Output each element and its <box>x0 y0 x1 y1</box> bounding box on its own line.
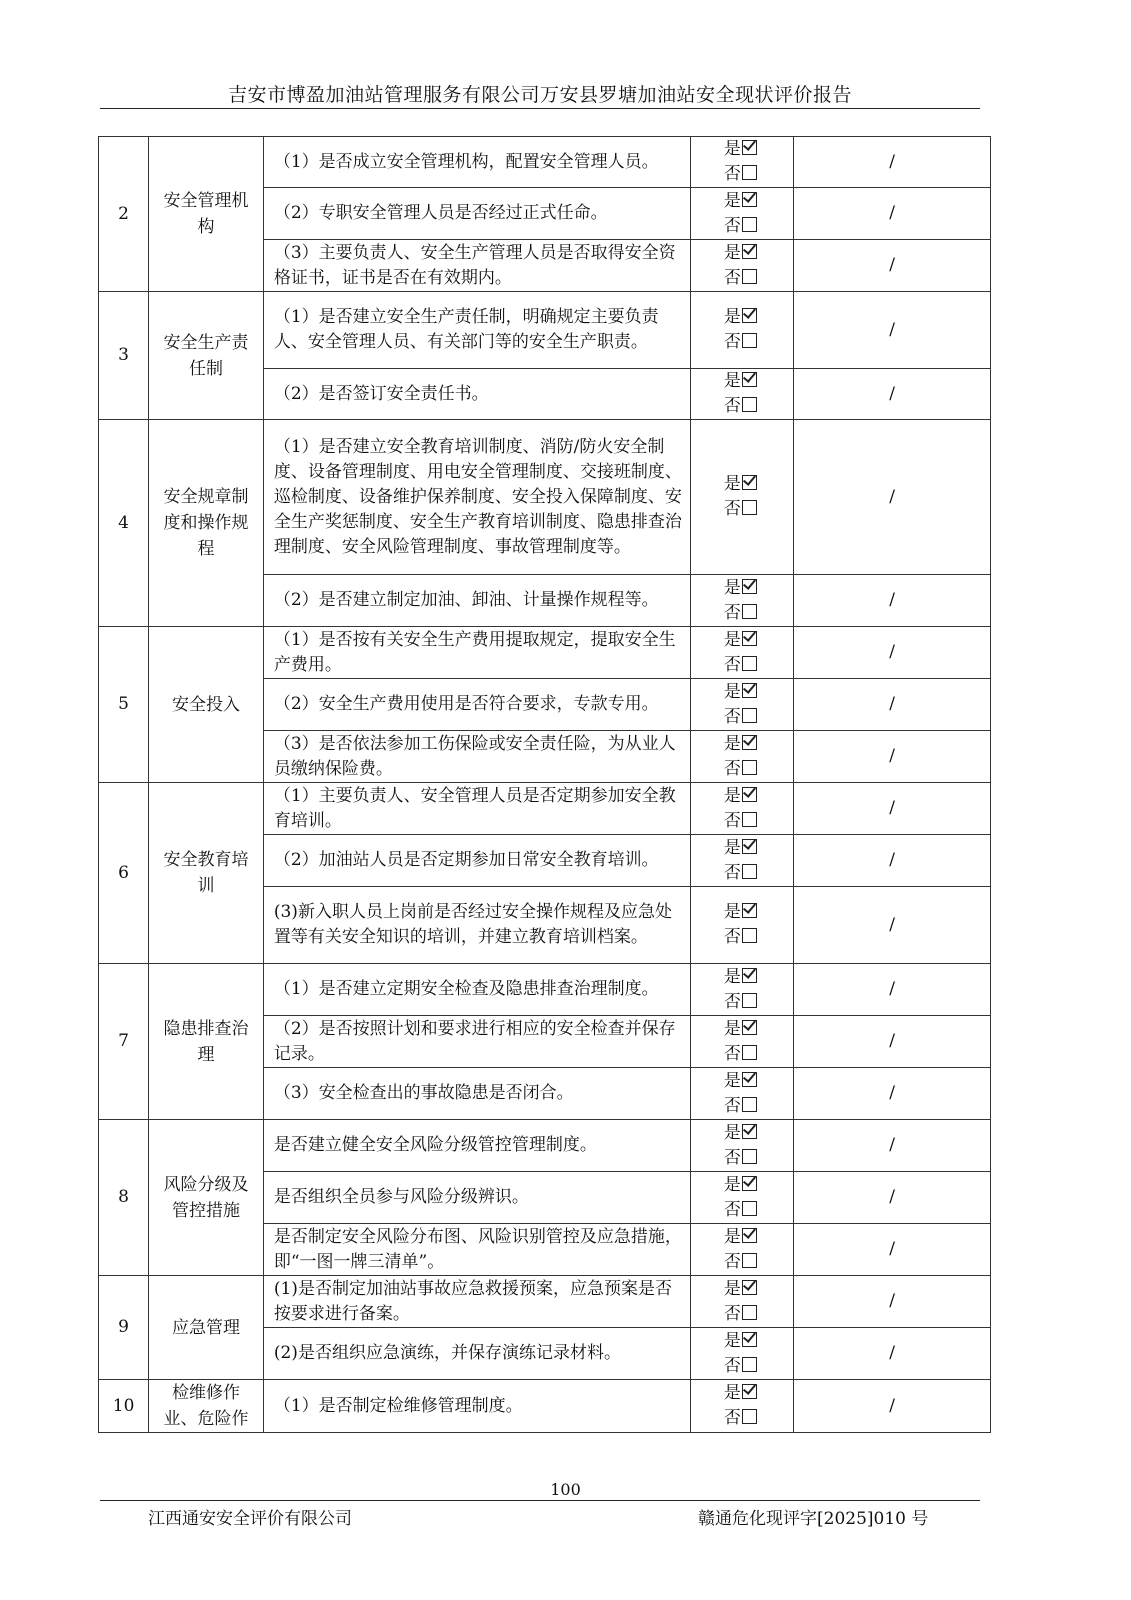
yes-checkbox[interactable] <box>742 631 757 646</box>
no-label: 否 <box>723 267 741 288</box>
check-item-text: （1）是否成立安全管理机构，配置安全管理人员。 <box>263 137 690 188</box>
check-item-text: （1）是否建立安全生产责任制，明确规定主要负责人、安全管理人员、有关部门等的安全生产职责。 <box>263 292 690 369</box>
no-label: 否 <box>723 396 741 416</box>
yes-option <box>724 732 793 757</box>
yes-label: 是 <box>723 190 741 211</box>
check-result <box>690 240 793 292</box>
yes-option <box>724 305 793 330</box>
yes-label: 是 <box>723 1278 741 1299</box>
yes-label: 是 <box>723 1070 741 1091</box>
no-option <box>724 394 793 419</box>
check-remark: / <box>794 731 991 783</box>
check-item-text: （1）主要负责人、安全管理人员是否定期参加安全教育培训。 <box>263 783 690 835</box>
check-item-text: (2)是否组织应急演练，并保存演练记录材料。 <box>263 1328 690 1380</box>
yes-label: 是 <box>723 733 741 754</box>
no-label: 否 <box>723 1199 741 1220</box>
check-item-text: （2）是否签订安全责任书。 <box>263 369 690 420</box>
no-option <box>724 990 793 1015</box>
no-label: 否 <box>723 1408 741 1428</box>
check-result <box>690 420 793 575</box>
section-number: 3 <box>99 292 149 420</box>
no-option <box>724 1198 793 1223</box>
check-item-text: （2）安全生产费用使用是否符合要求，专款专用。 <box>263 679 690 731</box>
section-number: 8 <box>99 1120 149 1276</box>
no-label: 否 <box>723 1251 741 1272</box>
no-option <box>724 497 793 522</box>
yes-option <box>724 1173 793 1198</box>
yes-option <box>724 472 793 497</box>
check-remark: / <box>794 1016 991 1068</box>
no-checkbox[interactable] <box>742 1097 757 1112</box>
check-result <box>690 1276 793 1328</box>
check-item-text: （1）是否按有关安全生产费用提取规定，提取安全生产费用。 <box>263 627 690 679</box>
no-checkbox[interactable] <box>742 812 757 827</box>
yes-label: 是 <box>723 1174 741 1195</box>
check-result <box>690 1016 793 1068</box>
check-remark: / <box>794 887 991 964</box>
yes-label: 是 <box>723 474 741 494</box>
check-remark: / <box>794 1068 991 1120</box>
no-option <box>724 925 793 950</box>
section-category: 风险分级及管控措施 <box>149 1120 264 1276</box>
check-remark: / <box>794 420 991 575</box>
yes-option <box>724 1277 793 1302</box>
check-remark: / <box>794 240 991 292</box>
yes-label: 是 <box>723 1122 741 1143</box>
no-checkbox[interactable] <box>742 604 757 619</box>
check-remark: / <box>794 575 991 627</box>
no-checkbox[interactable] <box>742 1305 757 1320</box>
no-option <box>724 1250 793 1275</box>
table-row <box>99 1380 991 1433</box>
yes-label: 是 <box>723 629 741 650</box>
header-divider <box>100 108 980 109</box>
section-number: 2 <box>99 137 149 292</box>
check-remark: / <box>794 1276 991 1328</box>
no-label: 否 <box>723 927 741 947</box>
check-result <box>690 1380 793 1433</box>
yes-label: 是 <box>723 1383 741 1403</box>
check-result <box>690 369 793 420</box>
section-number: 5 <box>99 627 149 783</box>
check-remark: / <box>794 679 991 731</box>
no-label: 否 <box>723 164 741 184</box>
no-option <box>724 1146 793 1171</box>
check-item-text: （2）是否按照计划和要求进行相应的安全检查并保存记录。 <box>263 1016 690 1068</box>
footer-doc-number: 赣通危化现评字[2025]010 号 <box>698 1509 929 1529</box>
yes-label: 是 <box>723 902 741 922</box>
no-checkbox[interactable] <box>742 500 757 515</box>
no-checkbox[interactable] <box>742 656 757 671</box>
no-label: 否 <box>723 706 741 727</box>
yes-checkbox[interactable] <box>742 1072 757 1087</box>
no-checkbox[interactable] <box>742 1045 757 1060</box>
check-result <box>690 835 793 887</box>
check-result <box>690 575 793 627</box>
check-item-text: （2）专职安全管理人员是否经过正式任命。 <box>263 188 690 240</box>
section-category: 安全规章制度和操作规程 <box>149 420 264 627</box>
section-category: 应急管理 <box>149 1276 264 1380</box>
section-category: 安全投入 <box>149 627 264 783</box>
no-checkbox[interactable] <box>742 928 757 943</box>
check-result <box>690 1224 793 1276</box>
no-label: 否 <box>723 810 741 831</box>
no-label: 否 <box>723 758 741 779</box>
yes-label: 是 <box>723 371 741 391</box>
check-item-text: （3）主要负责人、安全生产管理人员是否取得安全资格证书，证书是否在有效期内。 <box>263 240 690 292</box>
safety-checklist-table <box>98 136 991 1433</box>
yes-checkbox[interactable] <box>742 1332 757 1347</box>
no-option <box>724 266 793 291</box>
yes-option <box>724 1329 793 1354</box>
check-remark: / <box>794 627 991 679</box>
no-checkbox[interactable] <box>742 993 757 1008</box>
check-item-text: 是否组织全员参与风险分级辨识。 <box>263 1172 690 1224</box>
yes-label: 是 <box>723 1226 741 1247</box>
check-remark: / <box>794 1120 991 1172</box>
yes-checkbox[interactable] <box>742 308 757 323</box>
yes-label: 是 <box>723 307 741 327</box>
yes-checkbox[interactable] <box>742 839 757 854</box>
check-result <box>690 887 793 964</box>
yes-checkbox[interactable] <box>742 579 757 594</box>
table-row <box>99 1276 991 1328</box>
yes-option <box>724 241 793 266</box>
no-checkbox[interactable] <box>742 333 757 348</box>
no-label: 否 <box>723 215 741 236</box>
no-label: 否 <box>723 602 741 623</box>
no-checkbox[interactable] <box>742 217 757 232</box>
check-item-text: （3）安全检查出的事故隐患是否闭合。 <box>263 1068 690 1120</box>
check-item-text: (3)新入职人员上岗前是否经过安全操作规程及应急处置等有关安全知识的培训，并建立教育培训档案。 <box>263 887 690 964</box>
yes-label: 是 <box>723 242 741 263</box>
check-remark: / <box>794 783 991 835</box>
section-category: 安全生产责任制 <box>149 292 264 420</box>
yes-label: 是 <box>723 577 741 598</box>
yes-checkbox[interactable] <box>742 475 757 490</box>
no-label: 否 <box>723 499 741 519</box>
yes-option <box>724 1121 793 1146</box>
check-result <box>690 1120 793 1172</box>
check-remark: / <box>794 292 991 369</box>
yes-option <box>724 900 793 925</box>
check-remark: / <box>794 188 991 240</box>
yes-label: 是 <box>723 966 741 987</box>
yes-checkbox[interactable] <box>742 735 757 750</box>
no-option <box>724 653 793 678</box>
check-result <box>690 1068 793 1120</box>
check-item-text: 是否建立健全安全风险分级管控管理制度。 <box>263 1120 690 1172</box>
yes-checkbox[interactable] <box>742 1020 757 1035</box>
no-label: 否 <box>723 862 741 883</box>
footer-company: 江西通安安全评价有限公司 <box>148 1509 352 1529</box>
yes-option <box>724 1381 793 1406</box>
no-option <box>724 757 793 782</box>
no-option <box>724 1406 793 1431</box>
yes-option <box>724 784 793 809</box>
check-remark: / <box>794 835 991 887</box>
no-option <box>724 214 793 239</box>
check-result <box>690 731 793 783</box>
no-option <box>724 1042 793 1067</box>
section-category: 隐患排查治理 <box>149 964 264 1120</box>
check-result <box>690 627 793 679</box>
yes-checkbox[interactable] <box>742 787 757 802</box>
check-item-text: （1）是否制定检维修管理制度。 <box>263 1380 690 1433</box>
check-remark: / <box>794 1224 991 1276</box>
section-category: 安全管理机构 <box>149 137 264 292</box>
check-result <box>690 137 793 188</box>
yes-checkbox[interactable] <box>742 1228 757 1243</box>
yes-checkbox[interactable] <box>742 968 757 983</box>
check-remark: / <box>794 1328 991 1380</box>
check-result <box>690 679 793 731</box>
no-checkbox[interactable] <box>742 708 757 723</box>
no-option <box>724 330 793 355</box>
yes-option <box>724 137 793 162</box>
check-item-text: （3）是否依法参加工伤保险或安全责任险，为从业人员缴纳保险费。 <box>263 731 690 783</box>
check-item-text: (1)是否制定加油站事故应急救援预案，应急预案是否按要求进行备案。 <box>263 1276 690 1328</box>
section-category: 检维修作业、危险作 <box>149 1380 264 1433</box>
no-option <box>724 1354 793 1379</box>
yes-option <box>724 680 793 705</box>
no-label: 否 <box>723 1147 741 1168</box>
no-option <box>724 162 793 187</box>
check-item-text: （2）是否建立制定加油、卸油、计量操作规程等。 <box>263 575 690 627</box>
yes-option <box>724 965 793 990</box>
yes-option <box>724 189 793 214</box>
yes-checkbox[interactable] <box>742 1124 757 1139</box>
table-row <box>99 964 991 1016</box>
yes-label: 是 <box>723 139 741 159</box>
yes-checkbox[interactable] <box>742 372 757 387</box>
yes-checkbox[interactable] <box>742 683 757 698</box>
no-checkbox[interactable] <box>742 1253 757 1268</box>
yes-checkbox[interactable] <box>742 903 757 918</box>
check-item-text: 是否制定安全风险分布图、风险识别管控及应急措施，即“一图一牌三清单”。 <box>263 1224 690 1276</box>
yes-option <box>724 1017 793 1042</box>
check-item-text: （2）加油站人员是否定期参加日常安全教育培训。 <box>263 835 690 887</box>
no-checkbox[interactable] <box>742 1409 757 1424</box>
yes-checkbox[interactable] <box>742 1280 757 1295</box>
section-number: 9 <box>99 1276 149 1380</box>
check-result <box>690 188 793 240</box>
no-label: 否 <box>723 991 741 1012</box>
yes-option <box>724 836 793 861</box>
table-row <box>99 783 991 835</box>
no-checkbox[interactable] <box>742 397 757 412</box>
yes-option <box>724 1069 793 1094</box>
check-result <box>690 783 793 835</box>
no-label: 否 <box>723 1095 741 1116</box>
table-row <box>99 292 991 369</box>
no-option <box>724 809 793 834</box>
yes-label: 是 <box>723 1330 741 1351</box>
no-checkbox[interactable] <box>742 1201 757 1216</box>
no-checkbox[interactable] <box>742 864 757 879</box>
check-remark: / <box>794 1380 991 1433</box>
yes-option <box>724 628 793 653</box>
section-number: 4 <box>99 420 149 627</box>
page-header-title: 吉安市博盈加油站管理服务有限公司万安县罗塘加油站安全现状评价报告 <box>227 84 852 106</box>
yes-checkbox[interactable] <box>742 1176 757 1191</box>
check-remark: / <box>794 137 991 188</box>
no-option <box>724 1094 793 1119</box>
no-checkbox[interactable] <box>742 165 757 180</box>
yes-checkbox[interactable] <box>742 1384 757 1399</box>
table-row <box>99 627 991 679</box>
no-checkbox[interactable] <box>742 760 757 775</box>
check-result <box>690 964 793 1016</box>
no-label: 否 <box>723 654 741 675</box>
yes-option <box>724 369 793 394</box>
section-category: 安全教育培训 <box>149 783 264 964</box>
table-row <box>99 1120 991 1172</box>
yes-option <box>724 576 793 601</box>
check-remark: / <box>794 369 991 420</box>
no-checkbox[interactable] <box>742 1149 757 1164</box>
yes-checkbox[interactable] <box>742 192 757 207</box>
check-item-text: （1）是否建立安全教育培训制度、消防/防火安全制度、设备管理制度、用电安全管理制度、交接班制度、巡检制度、设备维护保养制度、安全投入保障制度、安全生产奖惩制度、安全生产教育培训制度、隐患排查治理制度、安全风险管理制度、事故管理制度等。 <box>263 420 690 575</box>
footer-divider <box>100 1500 980 1501</box>
yes-option <box>724 1225 793 1250</box>
no-option <box>724 601 793 626</box>
table-row <box>99 137 991 188</box>
yes-label: 是 <box>723 681 741 702</box>
section-number: 10 <box>99 1380 149 1433</box>
no-label: 否 <box>723 1355 741 1376</box>
no-checkbox[interactable] <box>742 269 757 284</box>
yes-checkbox[interactable] <box>742 140 757 155</box>
no-label: 否 <box>723 1043 741 1064</box>
no-option <box>724 705 793 730</box>
check-remark: / <box>794 964 991 1016</box>
yes-label: 是 <box>723 1018 741 1039</box>
section-number: 6 <box>99 783 149 964</box>
page-number: 100 <box>550 1480 581 1499</box>
section-number: 7 <box>99 964 149 1120</box>
no-checkbox[interactable] <box>742 1357 757 1372</box>
check-remark: / <box>794 1172 991 1224</box>
yes-label: 是 <box>723 785 741 806</box>
no-label: 否 <box>723 332 741 352</box>
no-option <box>724 861 793 886</box>
table-row <box>99 420 991 575</box>
check-result <box>690 1328 793 1380</box>
check-item-text: （1）是否建立定期安全检查及隐患排查治理制度。 <box>263 964 690 1016</box>
yes-label: 是 <box>723 837 741 858</box>
check-result <box>690 292 793 369</box>
no-option <box>724 1302 793 1327</box>
check-result <box>690 1172 793 1224</box>
no-label: 否 <box>723 1303 741 1324</box>
yes-checkbox[interactable] <box>742 244 757 259</box>
